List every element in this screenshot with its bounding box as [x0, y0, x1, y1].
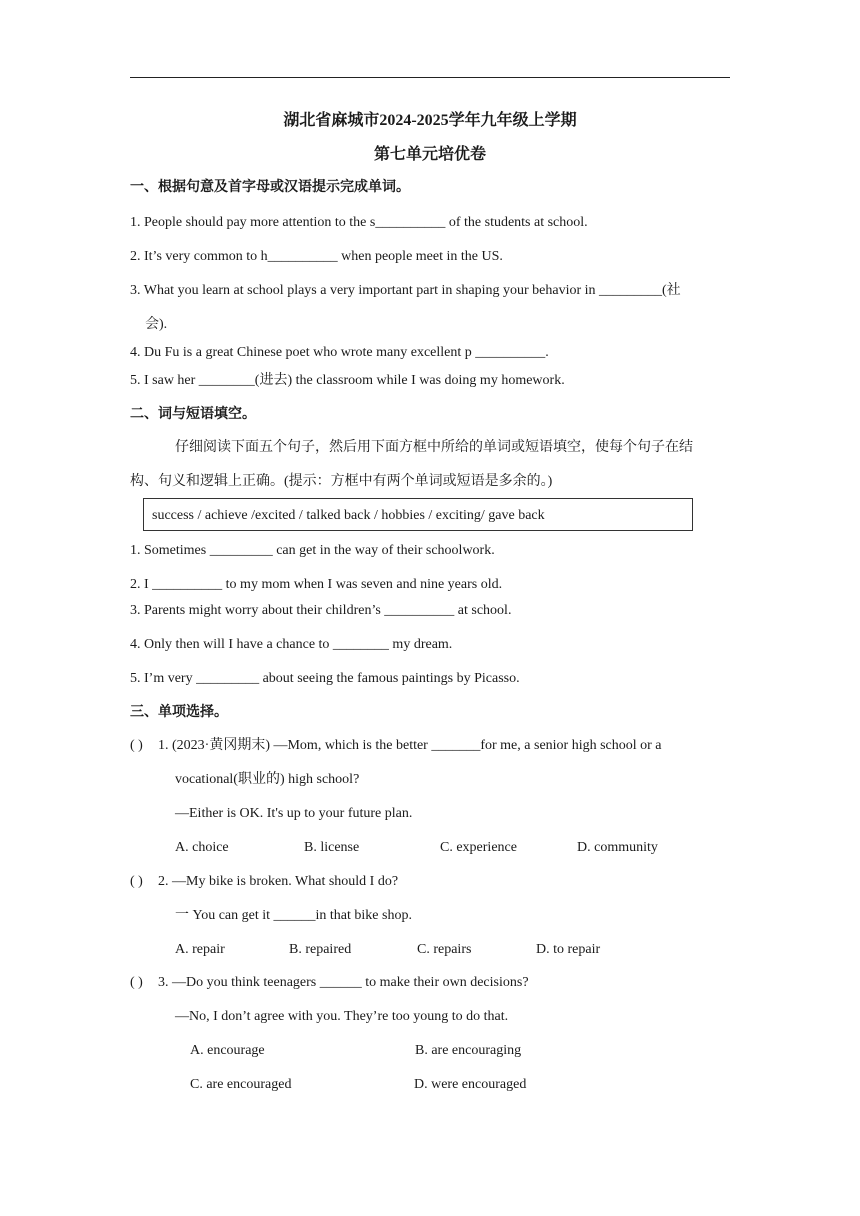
- q3-stem: 3. —Do you think teenagers ______ to make their own decisions?: [158, 975, 529, 990]
- q3-option-d: D. were encouraged: [414, 1077, 527, 1092]
- q1-option-a: A. choice: [175, 840, 229, 855]
- header-rule: [130, 77, 730, 78]
- q2-option-d: D. to repair: [536, 942, 601, 957]
- q3-option-c: C. are encouraged: [190, 1077, 292, 1092]
- word-bank-text: success / achieve /excited / talked back / hobbies / exciting/ gave back: [152, 508, 545, 523]
- s1-item-3-cont: 会).: [145, 317, 168, 332]
- q1-answer-bracket: ( ): [130, 738, 143, 753]
- q2-option-b: B. repaired: [289, 942, 352, 957]
- s2-item-3: 3. Parents might worry about their children’s __________ at school.: [130, 603, 512, 618]
- q2-option-c: C. repairs: [417, 942, 472, 957]
- s1-item-1: 1. People should pay more attention to the s__________ of the students at school.: [130, 215, 588, 230]
- q2-reply: 一 You can get it ______in that bike shop.: [175, 908, 412, 923]
- section3-heading: 三、单项选择。: [130, 705, 228, 720]
- q3-reply: —No, I don’t agree with you. They’re too young to do that.: [175, 1009, 509, 1024]
- q2-option-a: A. repair: [175, 942, 225, 957]
- q3-answer-bracket: ( ): [130, 975, 143, 990]
- section2-instruction-2: 构、句义和逻辑上正确。(提示：方框中有两个单词或短语是多余的。): [130, 474, 553, 489]
- s2-item-1: 1. Sometimes _________ can get in the way of their schoolwork.: [130, 543, 495, 558]
- q1-option-d: D. community: [577, 840, 658, 855]
- q1-option-c: C. experience: [440, 840, 517, 855]
- s1-item-5: 5. I saw her ________(进去) the classroom while I was doing my homework.: [130, 373, 565, 388]
- s1-item-4: 4. Du Fu is a great Chinese poet who wrote many excellent p __________.: [130, 345, 549, 360]
- s2-item-4: 4. Only then will I have a chance to ________ my dream.: [130, 637, 453, 652]
- q3-option-a: A. encourage: [190, 1043, 265, 1058]
- document-title: 湖北省麻城市2024-2025学年九年级上学期: [283, 112, 577, 129]
- document-subtitle: 第七单元培优卷: [373, 146, 486, 163]
- section1-heading: 一、根据句意及首字母或汉语提示完成单词。: [130, 180, 410, 195]
- s2-item-2: 2. I __________ to my mom when I was seven and nine years old.: [130, 577, 503, 592]
- q1-option-b: B. license: [304, 840, 360, 855]
- q1-stem: 1. (2023·黄冈期末) —Mom, which is the better _______for me, a senior high school or a: [158, 738, 662, 753]
- q2-answer-bracket: ( ): [130, 874, 143, 889]
- s1-item-2: 2. It’s very common to h__________ when people meet in the US.: [130, 249, 503, 264]
- q2-stem: 2. —My bike is broken. What should I do?: [158, 874, 399, 889]
- s2-item-5: 5. I’m very _________ about seeing the famous paintings by Picasso.: [130, 671, 520, 686]
- s1-item-3: 3. What you learn at school plays a very important part in shaping your behavior in _________(社: [130, 283, 681, 298]
- q1-reply: —Either is OK. It's up to your future plan.: [175, 806, 413, 821]
- word-bank-box: [143, 498, 693, 531]
- section2-instruction-1: 仔细阅读下面五个句子，然后用下面方框中所给的单词或短语填空，使每个句子在结: [175, 440, 693, 455]
- q3-option-b: B. are encouraging: [415, 1043, 522, 1058]
- section2-heading: 二、词与短语填空。: [130, 407, 256, 422]
- q1-stem-cont: vocational(职业的) high school?: [175, 772, 360, 787]
